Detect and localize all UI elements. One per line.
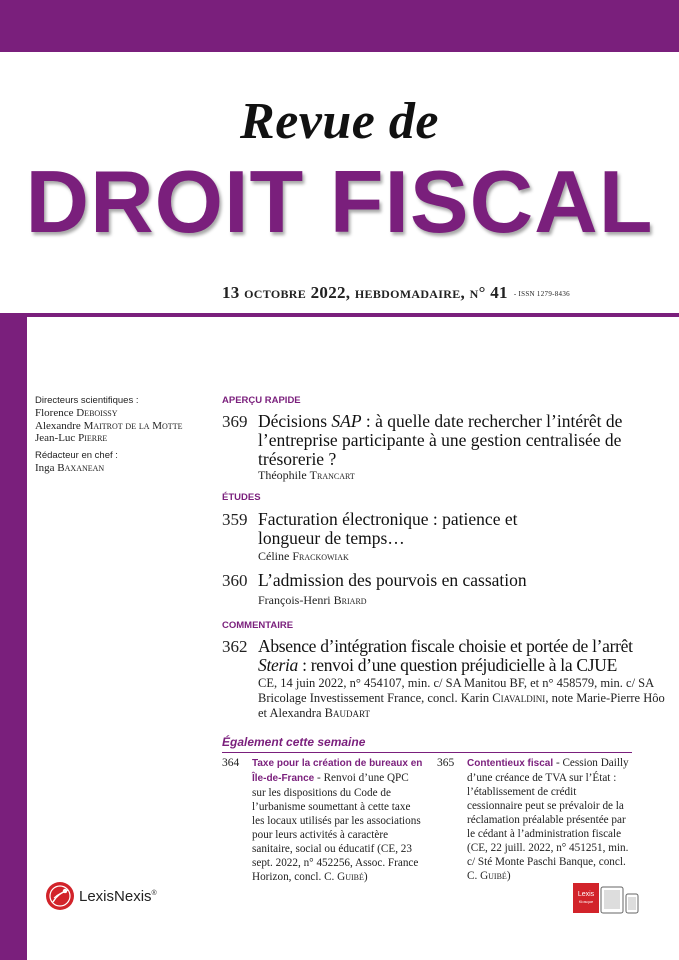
brief-365[interactable]	[437, 756, 632, 886]
brief-highlight: Contentieux fiscal	[467, 758, 554, 769]
brief-number: 364	[222, 757, 240, 769]
entry-number: 360	[222, 571, 248, 590]
svg-text:Lexis: Lexis	[577, 891, 595, 898]
entry-author: François-Henri Briard	[258, 593, 367, 607]
entry-362[interactable]	[222, 637, 662, 677]
director-name: Jean-Luc Pierre	[35, 432, 108, 444]
director-name: Alexandre Maitrot de la Motte	[35, 419, 183, 432]
entry-author: Céline Frackowiak	[258, 549, 349, 563]
issue-line	[222, 283, 570, 303]
brief-number: 365	[437, 757, 455, 769]
also-this-week-heading: Également cette semaine	[222, 735, 366, 749]
entry-reference: CE, 14 juin 2022, n° 454107, min. c/ SA Manitou BF, et n° 458579, min. c/ SA Bricolage Investissement France, concl. Karin Ciavaldini, note Marie-Pierre Hôo et Alexandra Baudart	[258, 676, 665, 720]
entry-title: Absence d’intégration fiscale choisie et portée de l’arrêt Steria : renvoi d’une question préjudicielle à la CJUE	[258, 636, 633, 675]
top-purple-band	[0, 0, 679, 52]
entry-359[interactable]	[222, 510, 662, 566]
publisher-name: LexisNexis®	[79, 887, 157, 905]
director-name: Florence Deboissy	[35, 407, 118, 419]
editorial-staff	[35, 395, 215, 474]
directors-label: Directeurs scientifiques :	[35, 395, 139, 406]
brief-364[interactable]	[222, 756, 427, 886]
header-divider	[27, 313, 679, 317]
section-heading-etudes: ÉTUDES	[222, 492, 261, 503]
entry-360[interactable]	[222, 571, 662, 611]
issn: - ISSN 1279-8436	[513, 290, 570, 299]
entry-title: L’admission des pourvois en cassation	[258, 570, 527, 590]
chief-editor-name: Inga Baxanean	[35, 461, 105, 474]
brief-text: Contentieux fiscal - Cession Dailly d’une créance de TVA sur l’État : l’établissement de crédit cessionnaire peut se prévaloir de la réclamation préalable présentée par le cédant à l’administration fiscale (CE, 22 juill. 2022, n° 451251, min. c/ Sté Monte Paschi Banque, concl. C. Guibé)	[467, 757, 629, 882]
entry-title: Facturation électronique : patience et longueur de temps…	[258, 509, 518, 548]
chief-editor-label: Rédacteur en chef :	[35, 449, 118, 461]
brief-text: Taxe pour la création de bureaux en Île-de-France - Renvoi d’une QPC sur les dispositions du Code de l’urbanisme soumettant à cette taxe les locaux utilisés par les associations pour leurs activités à caractère sanitaire, social ou éducatif (CE, 23 sept. 2022, n° 452256, Assoc. France Horizon, concl. C. Guibé)	[252, 758, 423, 883]
brief-highlight: Taxe pour la création de bureaux en Île-de-France	[252, 758, 423, 784]
issue-date: 13 octobre 2022, hebdomadaire, n° 41	[222, 283, 508, 302]
entry-number: 362	[222, 637, 248, 656]
svg-text:Kiosque: Kiosque	[578, 899, 594, 904]
entry-number: 359	[222, 510, 248, 529]
entry-title: Décisions SAP : à quelle date rechercher l’intérêt de l’entreprise participante à une gestion centralisée de trésorerie ?	[258, 411, 623, 469]
section-heading-commentaire: COMMENTAIRE	[222, 620, 294, 631]
lexisnexis-logo	[45, 879, 157, 913]
masthead-title-main: DROIT FISCAL	[25, 152, 654, 251]
entry-369[interactable]	[222, 412, 662, 487]
lexisnexis-mark-icon	[45, 881, 75, 911]
entry-author: Théophile Trancart	[258, 468, 355, 482]
lexis-kiosque-devices-icon	[572, 882, 642, 914]
entry-number: 369	[222, 412, 248, 431]
also-this-week-rule	[222, 752, 632, 753]
masthead-title-top: Revue de	[240, 93, 439, 150]
side-purple-band	[0, 313, 27, 960]
section-heading-apercu: APERÇU RAPIDE	[222, 395, 301, 406]
